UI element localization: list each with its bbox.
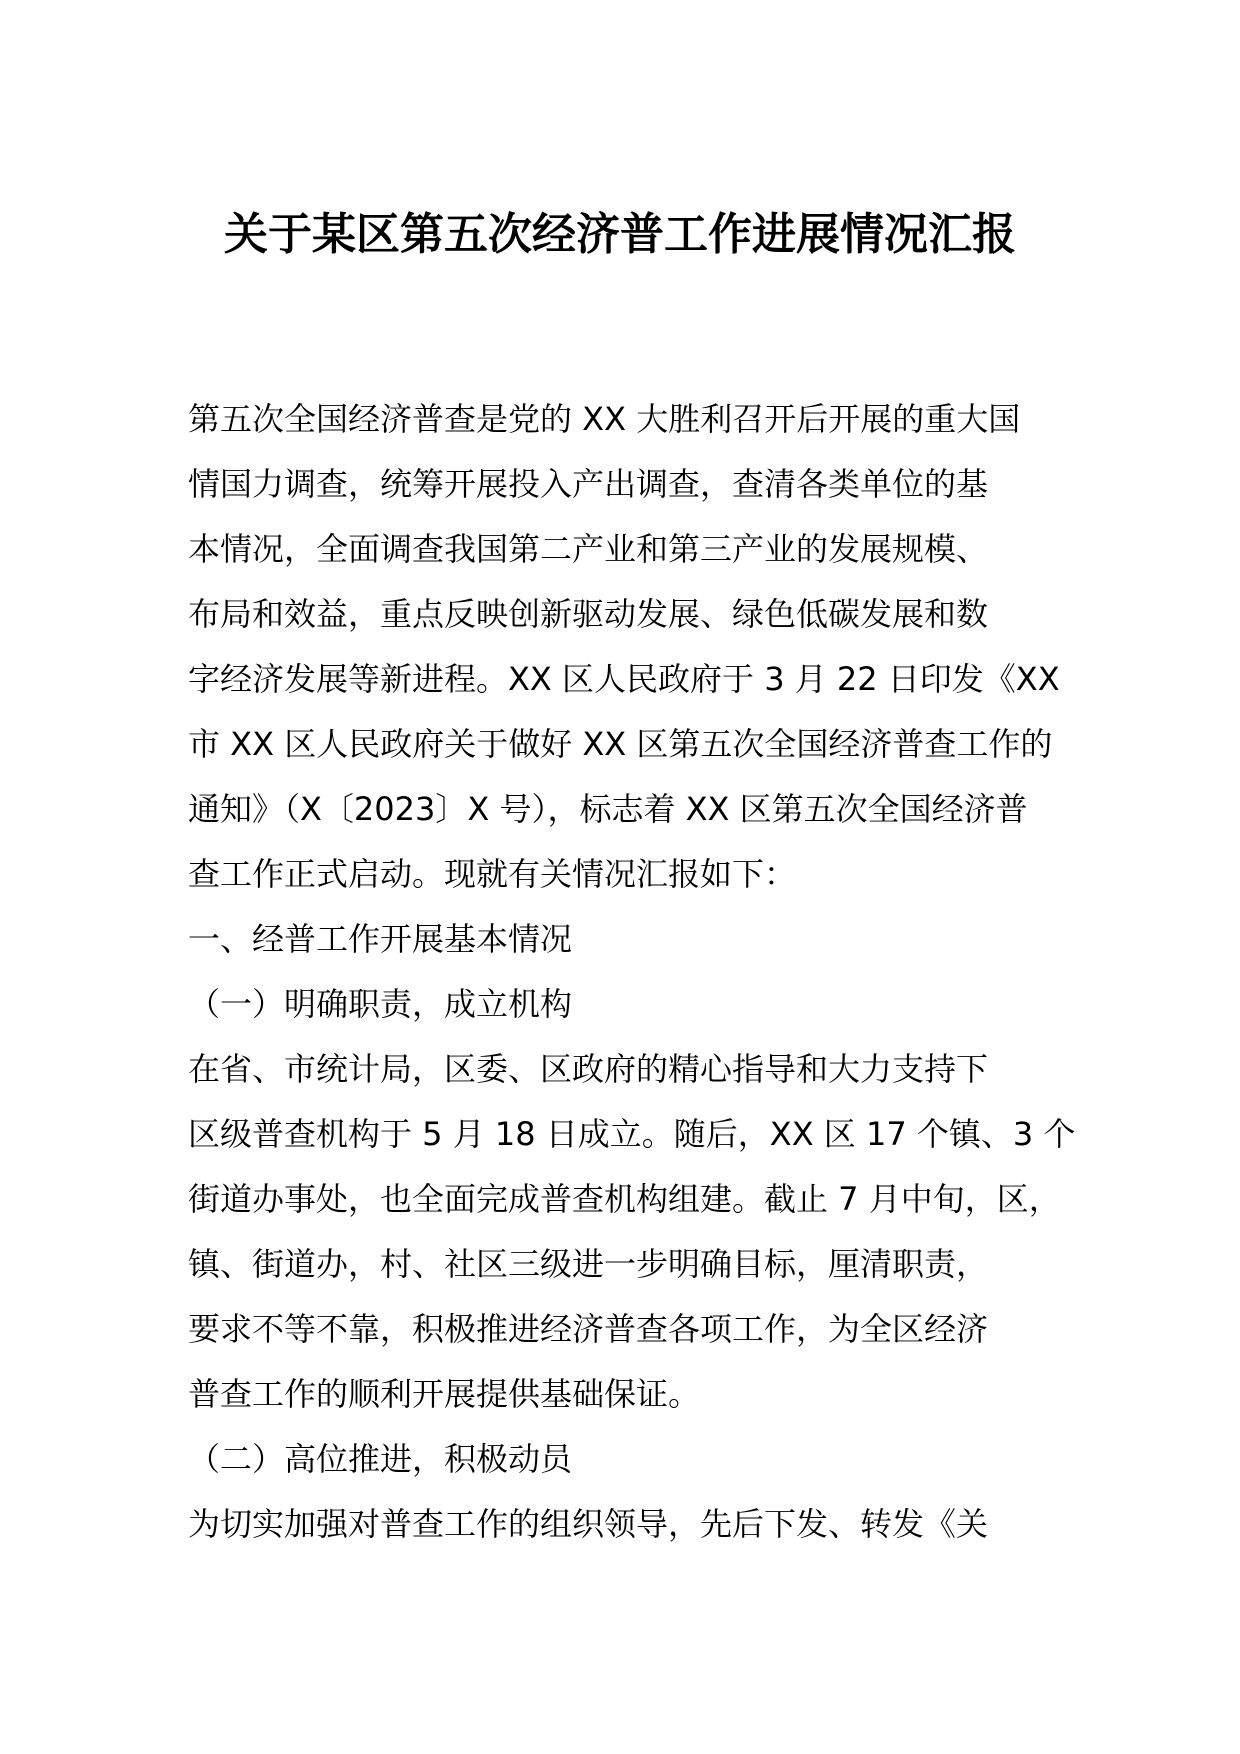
section-heading: 一、经普工作开展基本情况 [188, 920, 573, 958]
body-line: 街道办事处，也全面完成普查机构组建。截止 7 月中旬，区， [188, 1180, 1061, 1218]
document-body [188, 387, 1118, 1557]
body-line: 区级普查机构于 5 月 18 日成立。随后，XX 区 17 个镇、3 个 [188, 1115, 1076, 1153]
body-line: 布局和效益，重点反映创新驱动发展、绿色低碳发展和数 [188, 595, 989, 633]
body-line: 市 XX 区人民政府关于做好 XX 区第五次全国经济普查工作的 [188, 725, 1053, 763]
body-line: 通知》（X〔2023〕X 号），标志着 XX 区第五次全国经济普 [188, 790, 1028, 828]
body-line: 情国力调查，统筹开展投入产出调查，查清各类单位的基 [188, 465, 989, 503]
subsection-heading: （一）明确职责，成立机构 [188, 985, 573, 1023]
document-title: 关于某区第五次经济普工作进展情况汇报 [224, 209, 1016, 260]
body-line: 在省、市统计局，区委、区政府的精心指导和大力支持下 [188, 1050, 989, 1088]
body-line: 为切实加强对普查工作的组织领导，先后下发、转发《关 [188, 1505, 989, 1543]
body-line: 本情况，全面调查我国第二产业和第三产业的发展规模、 [188, 530, 989, 568]
body-line: 字经济发展等新进程。XX 区人民政府于 3 月 22 日印发《XX [188, 660, 1060, 698]
body-line: 第五次全国经济普查是党的 XX 大胜利召开后开展的重大国 [188, 400, 1021, 438]
body-line: 镇、街道办，村、社区三级进一步明确目标，厘清职责， [188, 1245, 989, 1283]
body-line: 要求不等不靠，积极推进经济普查各项工作，为全区经济 [188, 1310, 989, 1348]
subsection-heading: （二）高位推进，积极动员 [188, 1440, 573, 1478]
body-line: 普查工作的顺利开展提供基础保证。 [188, 1375, 701, 1413]
body-line: 查工作正式启动。现就有关情况汇报如下： [188, 855, 797, 893]
